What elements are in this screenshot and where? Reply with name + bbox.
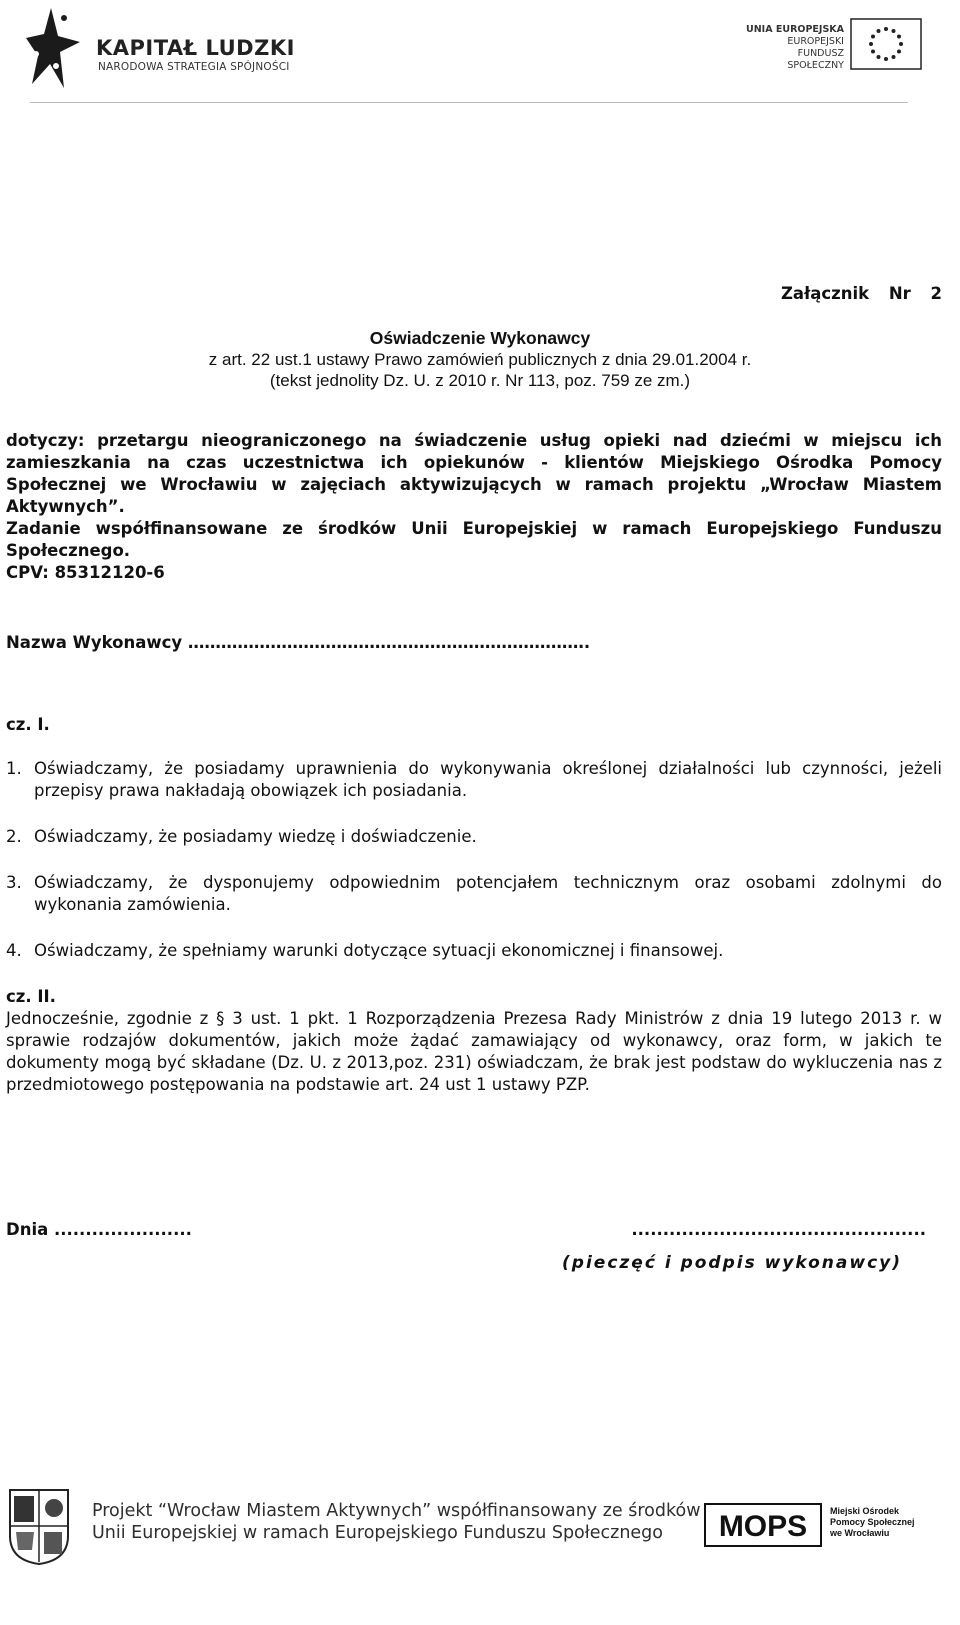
declaration-number: 1. [6, 759, 22, 778]
eu-star-icon [877, 55, 881, 59]
kapital-ludzki-title: KAPITAŁ LUDZKI [96, 36, 295, 60]
eu-star-icon [897, 50, 901, 54]
eu-star-icon [871, 35, 875, 39]
cpv-code: CPV: 85312120-6 [6, 563, 165, 582]
signature-label: (pieczęć i podpis wykonawcy) [562, 1253, 902, 1273]
mops-line3: we Wrocławiu [830, 1528, 890, 1538]
eu-logo-line1: UNIA EUROPEJSKA [746, 24, 844, 35]
signature-line: ............................................... [631, 1220, 926, 1239]
kapital-ludzki-logo [24, 4, 309, 90]
eu-star-icon [869, 42, 873, 46]
declaration-item [6, 826, 942, 848]
eu-logo-line2: EUROPEJSKI [787, 36, 844, 47]
eu-star-icon [892, 55, 896, 59]
document-subtitle-line1: z art. 22 ust.1 ustawy Prawo zamówień publicznych z dnia 29.01.2004 r. [208, 350, 752, 369]
eu-star-icon [884, 57, 888, 61]
mops-line1: Miejski Ośrodek [830, 1506, 900, 1516]
declaration-text: Oświadczamy, że posiadamy wiedzę i doświadczenie. [34, 827, 477, 846]
contractor-name-field: Nazwa Wykonawcy ………………………………………………………………. [6, 633, 591, 652]
eu-flag-icon [850, 18, 922, 70]
eu-star-icon [892, 29, 896, 33]
mops-caption [830, 1506, 915, 1539]
mops-line2: Pomocy Społecznej [830, 1517, 915, 1527]
document-subtitle-line2: (tekst jednolity Dz. U. z 2010 r. Nr 113, poz. 759 ze zm.) [269, 371, 691, 390]
eu-logo-text [740, 24, 844, 72]
eu-star-icon [877, 29, 881, 33]
eu-efs-logo [740, 18, 922, 70]
declaration-text: Oświadczamy, że spełniamy warunki dotyczące sytuacji ekonomicznej i finansowej. [34, 941, 724, 960]
declaration-item [6, 940, 942, 962]
declaration-text: Oświadczamy, że posiadamy uprawnienia do wykonywania określonej działalności lub czynności, jeżeli przepisy prawa nakładają obowiązek ich posiadania. [34, 759, 942, 800]
declaration-item [6, 872, 942, 916]
mops-logo [704, 1503, 822, 1547]
part-2-paragraph: Jednocześnie, zgodnie z § 3 ust. 1 pkt. 1 Rozporządzenia Prezesa Rady Ministrów z dnia 19 lutego 2013 r. w sprawie rodzajów dokumentów, jakich może żądać zamawiający od wykonawcy, oraz form, w jakich te dokumenty mogą być składane (Dz. U. z 2013,poz. 231) oświadczam, że brak jest podstaw do wykluczenia nas z przedmiotowego postępowania na podstawie art. 24 ust 1 ustawy PZP. [6, 1009, 942, 1094]
header-divider [30, 102, 908, 103]
kapital-ludzki-subtitle: NARODOWA STRATEGIA SPÓJNOŚCI [98, 61, 290, 73]
kapital-ludzki-emblem-icon [24, 4, 82, 90]
eu-star-icon [871, 50, 875, 54]
footer-line1: Projekt “Wrocław Miastem Aktywnych” współfinansowany ze środków [92, 1501, 701, 1521]
eu-star-icon [897, 35, 901, 39]
eu-star-icon [899, 42, 903, 46]
footer-line2: Unii Europejskiej w ramach Europejskiego Funduszu Społecznego [92, 1523, 663, 1543]
cofinancing-paragraph: Zadanie współfinansowane ze środków Unii Europejskiej w ramach Europejskiego Funduszu Społecznego. [6, 519, 942, 560]
part-2-label: cz. II. [6, 987, 56, 1006]
wroclaw-coat-of-arms-icon [8, 1488, 70, 1566]
mops-logo-text: MOPS [718, 1510, 808, 1543]
declaration-number: 4. [6, 941, 22, 960]
eu-star-icon [884, 27, 888, 31]
attachment-label: Załącznik Nr 2 [780, 284, 942, 303]
declaration-item [6, 758, 942, 802]
part-1-label: cz. I. [6, 715, 50, 734]
eu-logo-line3: FUNDUSZ SPOŁECZNY [787, 48, 844, 71]
declaration-number: 3. [6, 873, 22, 892]
subject-paragraph: dotyczy: przetargu nieograniczonego na świadczenie usług opieki nad dziećmi w miejscu ich zamieszkania na czas uczestnictwa ich opiekunów - klientów Miejskiego Ośrodka Pomocy Społecznej we Wrocławiu w zajęciach aktywizujących w ramach projektu „Wrocław Miastem Aktywnych”. [6, 431, 942, 516]
date-field: Dnia ...................... [6, 1220, 192, 1239]
declaration-text: Oświadczamy, że dysponujemy odpowiednim potencjałem technicznym oraz osobami zdolnymi do wykonania zamówienia. [34, 873, 942, 914]
footer-project-text [92, 1500, 701, 1544]
declaration-number: 2. [6, 827, 22, 846]
document-title: Oświadczenie Wykonawcy [369, 328, 591, 348]
